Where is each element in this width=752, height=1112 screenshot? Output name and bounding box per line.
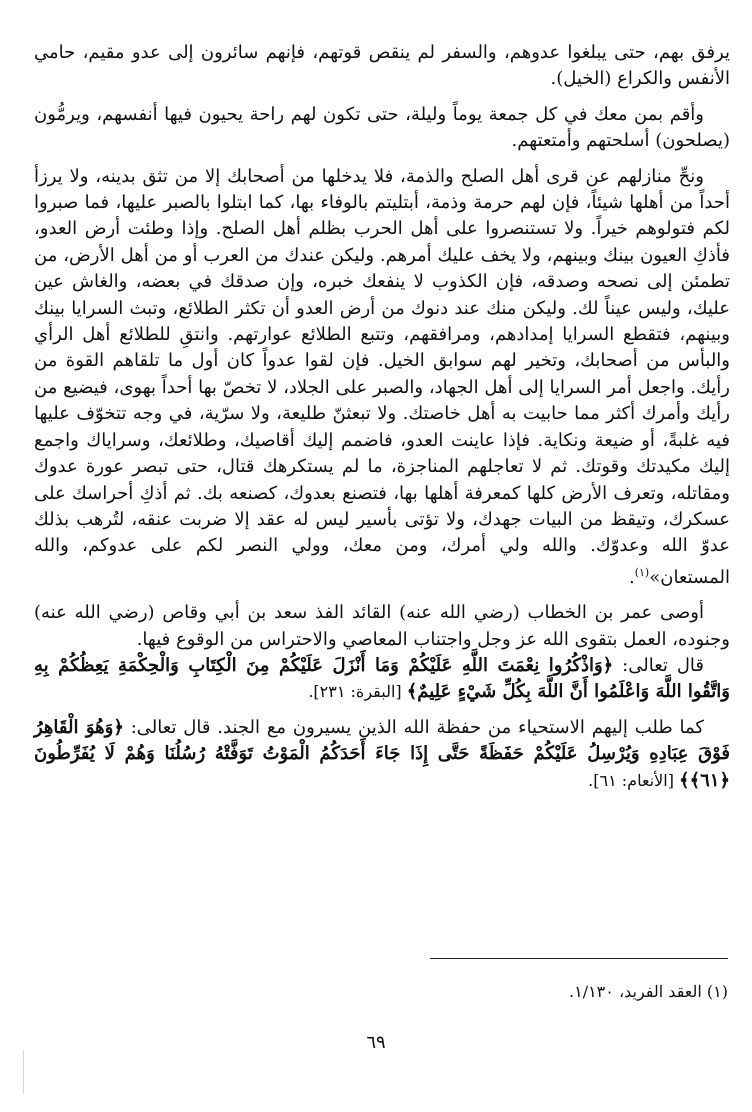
paragraph-1: [34, 40, 730, 93]
paragraph-5-intro: قال تعالى:: [613, 654, 705, 676]
paragraph-6-intro: كما طلب إليهم الاستحياء من حفظة الله الذين يسيرون مع الجند. قال تعالى:: [123, 716, 704, 738]
footnote-separator: [430, 958, 728, 959]
paragraph-3-end: .: [628, 566, 635, 588]
paragraph-6: [34, 715, 730, 794]
verse-reference-baqara: [البقرة: ٢٣١].: [308, 682, 407, 702]
quran-verse-baqara: ﴿وَاذْكُرُوا نِعْمَتَ اللَّهِ عَلَيْكُمْ وَمَا أَنْزَلَ عَلَيْكُمْ مِنَ الْكِتَابِ وَالْحِكْمَةِ يَعِظُكُمْ بِهِ وَاتَّقُوا اللَّهَ وَاعْلَمُوا أَنَّ اللَّهَ بِكُلِّ شَيْءٍ عَلِيمٌ﴾: [34, 654, 730, 703]
paragraph-3: [34, 164, 730, 592]
paragraph-1-text: يرفق بهم، حتى يبلغوا عدوهم، والسفر لم ينقص قوتهم، فإنهم سائرون إلى عدو مقيم، حامي الأنفس والكراع (الخيل).: [34, 42, 730, 90]
footnote: (١) العقد الفريد، ١/١٣٠.: [569, 982, 728, 1001]
paragraph-2-text: وأقم بمن معك في كل جمعة يوماً وليلة، حتى تكون لهم راحة يحيون فيها أنفسهم، ويرمُّون (يصلحون) أسلحتهم وأمتعتهم.: [34, 103, 730, 152]
paragraph-4-text: أوصى عمر بن الخطاب (رضي الله عنه) القائد الفذ سعد بن أبي وقاص (رضي الله عنه) وجنوده، العمل بتقوى الله عز وجل واجتناب المعاصي والاحتراس من الوقوع فيها.: [34, 602, 730, 650]
page-body: [34, 40, 730, 794]
paragraph-4: [34, 600, 730, 653]
page-number: ٦٩: [366, 1032, 386, 1053]
paragraph-3-text: ونحِّ منازلهم عن قرى أهل الصلح والذمة، فلا يدخلها من أصحابك إلا من تثق بدينه، ولا يرزأ أحداً من أهلها شيئاً، فإن لهم حرمة وذمة، أبتليتم بالوفاء بها، كما ابتلوا بالصبر عليها، فما صبروا لكم فتولوهم خيراً. ولا تستنصروا على أهل الحرب بظلم أهل الصلح. وإذا وطئت أرض العدو، فأذكِ العيون بينك وبينهم، ولا يخف عليك أمرهم. وليكن عندك من العرب أو من أهل الأرض، من تطمئن إلى نصحه وصدقه، فإن الكذوب لا ينفعك خبره، وإن صدقك في بعضه، والغاش عين عليك، وليس عيناً لك. وليكن منك عند دنوك من أرض العدو أن تكثر الطلائع، وتبث السرايا بينك وبينهم، فتقطع السرايا إمدادهم، ومرافقهم، وتتبع الطلائع عوارتهم. وانتقِ للطلائع أهل الرأي والبأس من أصحابك، وتخير لهم سوابق الخيل. فإن لقوا عدواً كان أول ما تلقاهم القوة من رأيك. واجعل أمر السرايا إلى أهل الجهاد، والصبر على الجلاد، لا تخصّ بها أحداً بهوى، فيضيع من رأيك وأمرك أكثر مما حابيت به أهل خاصتك. ولا تبعثنّ طليعة، ولا سرّية، في وجه تتخوّف عليها فيه غلبةً، أو ضيعة ونكاية. فإذا عاينت العدو، فاضمم إليك أقاصيك، وطلائعك، وسراياك واجمع إليك مكيدتك وقوتك. ثم لا تعاجلهم المناجزة، ما لم يستكرهك قتال، حتى تبصر عورة عدوك ومقاتله، وتعرف الأرض كلها كمعرفة أهلها بها، فتصنع بعدوك، كصنعه بك. ثم أذكِ أحراسك على عسكرك، وتيقظ من البيات جهدك، ولا تؤتى بأسير ليس له عقد إلا ضربت عنقه، لتُرهب بذلك عدوّ الله وعدوّك. والله ولي أمرك، ومن معك، وولي النصر لكم على عدوكم، والله المستعان»: [34, 165, 730, 588]
verse-reference-anam: [الأنعام: ٦١].: [588, 770, 680, 790]
paragraph-5: [34, 653, 730, 706]
paragraph-2: [34, 102, 730, 155]
scan-margin-mark: [23, 1050, 24, 1094]
footnote-marker: (١): [634, 565, 650, 579]
quran-verse-anam: ﴿وَهُوَ الْقَاهِرُ فَوْقَ عِبَادِهِ وَيُرْسِلُ عَلَيْكُمْ حَفَظَةً حَتَّى إِذَا جَاءَ أَحَدَكُمُ الْمَوْتُ تَوَفَّتْهُ رُسُلُنَا وَهُمْ لَا يُفَرِّطُونَ ﴿٦١﴾﴾: [34, 716, 730, 791]
